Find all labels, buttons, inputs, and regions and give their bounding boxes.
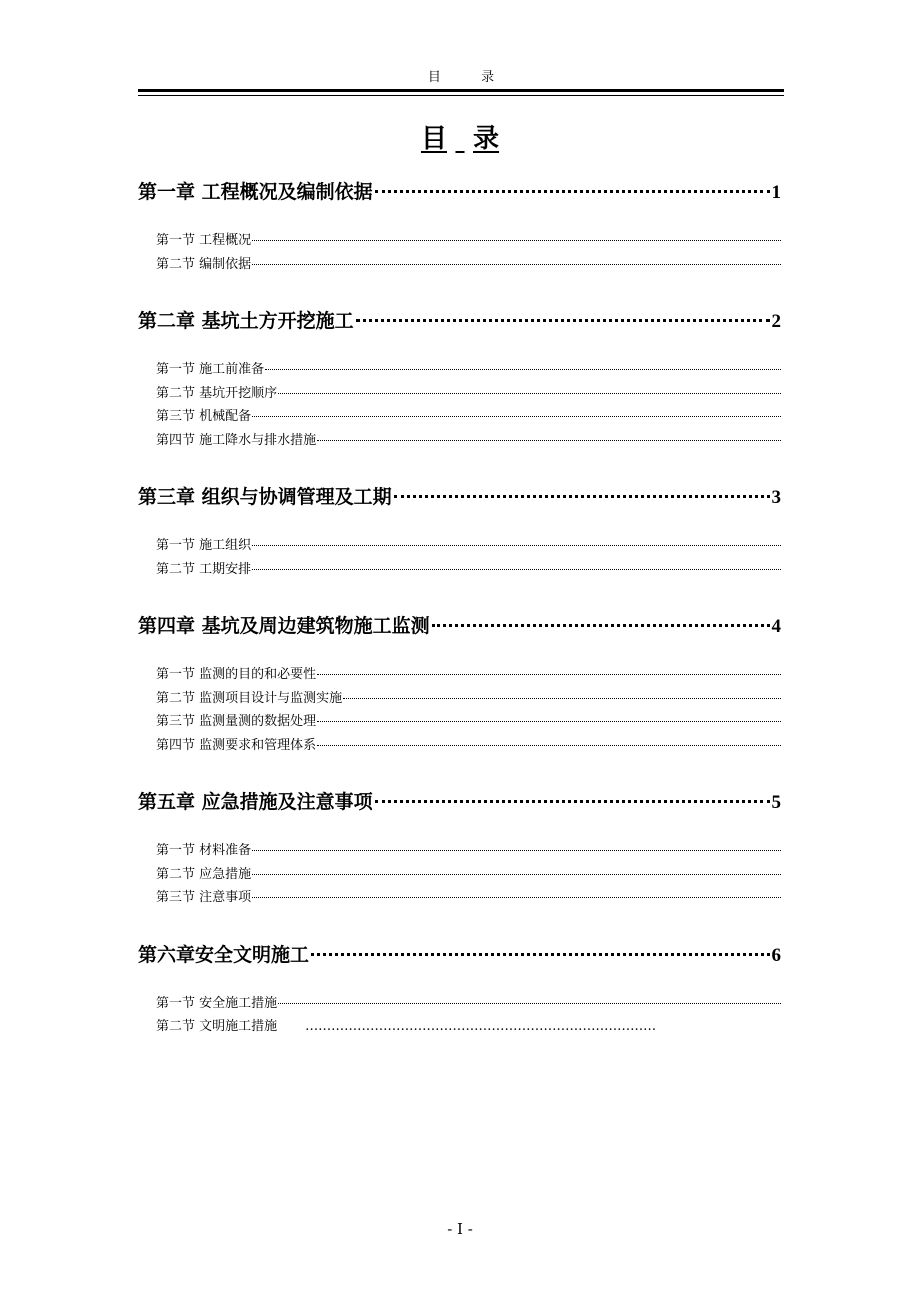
dot-leader: [252, 874, 781, 875]
toc-section[interactable]: [156, 558, 781, 582]
chapter-4-sections: [138, 663, 781, 757]
section-label: 第二节 文明施工措施: [156, 1019, 278, 1034]
chapter-label: 第二章 基坑土方开挖施工: [138, 310, 354, 332]
dot-leader: [394, 495, 770, 498]
section-label: 第四节 施工降水与排水措施: [156, 432, 317, 448]
dot-leader: [356, 319, 770, 322]
dot-leader: [317, 721, 781, 722]
section-label: 第一节 施工组织: [156, 538, 252, 553]
toc-section[interactable]: [156, 734, 781, 758]
running-header-left: 目: [427, 70, 441, 85]
toc-chapter-6[interactable]: [138, 940, 781, 974]
chapter-page-number: 3: [771, 487, 781, 508]
toc-section[interactable]: [156, 429, 781, 453]
dot-leader: [432, 624, 770, 627]
dot-leader: [252, 897, 781, 898]
toc-section[interactable]: [156, 229, 781, 253]
section-label: 第二节 监测项目设计与监测实施: [156, 690, 343, 706]
toc-section[interactable]: [156, 886, 781, 910]
ellipsis-leader: ………………………………………………………………………: [305, 1019, 657, 1034]
chapter-page-number: 2: [771, 311, 781, 332]
toc-title-char-1: 目: [420, 124, 447, 154]
section-label: 第一节 安全施工措施: [156, 995, 278, 1011]
toc-section[interactable]: [156, 358, 781, 382]
section-label: 第二节 工期安排: [156, 561, 252, 577]
chapter-label: 第六章安全文明施工: [138, 943, 310, 966]
toc-chapter-5[interactable]: [138, 787, 781, 821]
dot-leader: [252, 240, 781, 241]
running-header: [138, 66, 784, 85]
page-number-footer: - I -: [447, 1220, 473, 1238]
header-rule-thin: [138, 95, 784, 96]
dot-leader: [375, 800, 770, 803]
toc-chapter-1[interactable]: [138, 177, 781, 211]
toc-section[interactable]: [156, 1015, 781, 1039]
chapter-1-sections: [138, 229, 781, 276]
chapter-2-sections: [138, 358, 781, 452]
toc-chapter-2[interactable]: [138, 306, 781, 340]
toc-title: [0, 118, 920, 155]
chapter-page-number: 5: [771, 792, 781, 813]
dot-leader: [265, 369, 781, 370]
toc-chapter-3[interactable]: [138, 482, 781, 516]
section-label: 第三节 注意事项: [156, 890, 252, 905]
toc-section[interactable]: [156, 710, 781, 734]
toc-section[interactable]: [156, 992, 781, 1016]
toc-section[interactable]: [156, 534, 781, 558]
chapter-3-sections: [138, 534, 781, 581]
toc-section[interactable]: [156, 663, 781, 687]
dot-leader: [252, 850, 781, 851]
dot-leader: [317, 674, 781, 675]
dot-leader: [252, 264, 781, 265]
running-header-right: 录: [481, 70, 495, 85]
dot-leader: [317, 745, 781, 746]
dot-leader: [252, 416, 781, 417]
chapter-label: 第四章 基坑及周边建筑物施工监测: [138, 615, 430, 637]
toc-chapter-4[interactable]: [138, 611, 781, 645]
toc-section[interactable]: [156, 253, 781, 277]
dot-leader: [278, 393, 781, 394]
toc-title-gap: [447, 124, 473, 154]
chapter-6-sections: [138, 992, 781, 1039]
chapter-page-number: 1: [771, 182, 781, 203]
chapter-label: 第五章 应急措施及注意事项: [138, 791, 373, 813]
dot-leader: [375, 190, 770, 193]
chapter-label: 第一章 工程概况及编制依据: [138, 181, 373, 203]
dot-leader: [278, 1003, 781, 1004]
chapter-page-number: 4: [771, 616, 781, 637]
dot-leader: [317, 440, 781, 441]
toc-section[interactable]: [156, 839, 781, 863]
header-rule-thick: [138, 89, 784, 92]
section-label: 第一节 施工前准备: [156, 362, 265, 377]
section-label: 第二节 编制依据: [156, 256, 252, 272]
section-label: 第二节 基坑开挖顺序: [156, 385, 278, 401]
section-label: 第一节 材料准备: [156, 843, 252, 858]
dot-leader: [252, 545, 781, 546]
section-label: 第四节 监测要求和管理体系: [156, 737, 317, 753]
section-label: 第二节 应急措施: [156, 866, 252, 882]
chapter-page-number: 6: [771, 944, 781, 966]
chapter-label: 第三章 组织与协调管理及工期: [138, 486, 392, 508]
toc-section[interactable]: [156, 687, 781, 711]
toc-section[interactable]: [156, 382, 781, 406]
dot-leader: [252, 569, 781, 570]
section-label: 第三节 机械配备: [156, 409, 252, 424]
toc-list: [138, 177, 781, 1069]
toc-section[interactable]: [156, 405, 781, 429]
dot-leader: [311, 953, 769, 956]
section-label: 第三节 监测量测的数据处理: [156, 714, 317, 729]
toc-section[interactable]: [156, 863, 781, 887]
toc-title-char-2: 录: [473, 124, 500, 154]
section-label: 第一节 监测的目的和必要性: [156, 667, 317, 682]
section-label: 第一节 工程概况: [156, 233, 252, 248]
dot-leader: [343, 698, 781, 699]
chapter-5-sections: [138, 839, 781, 910]
